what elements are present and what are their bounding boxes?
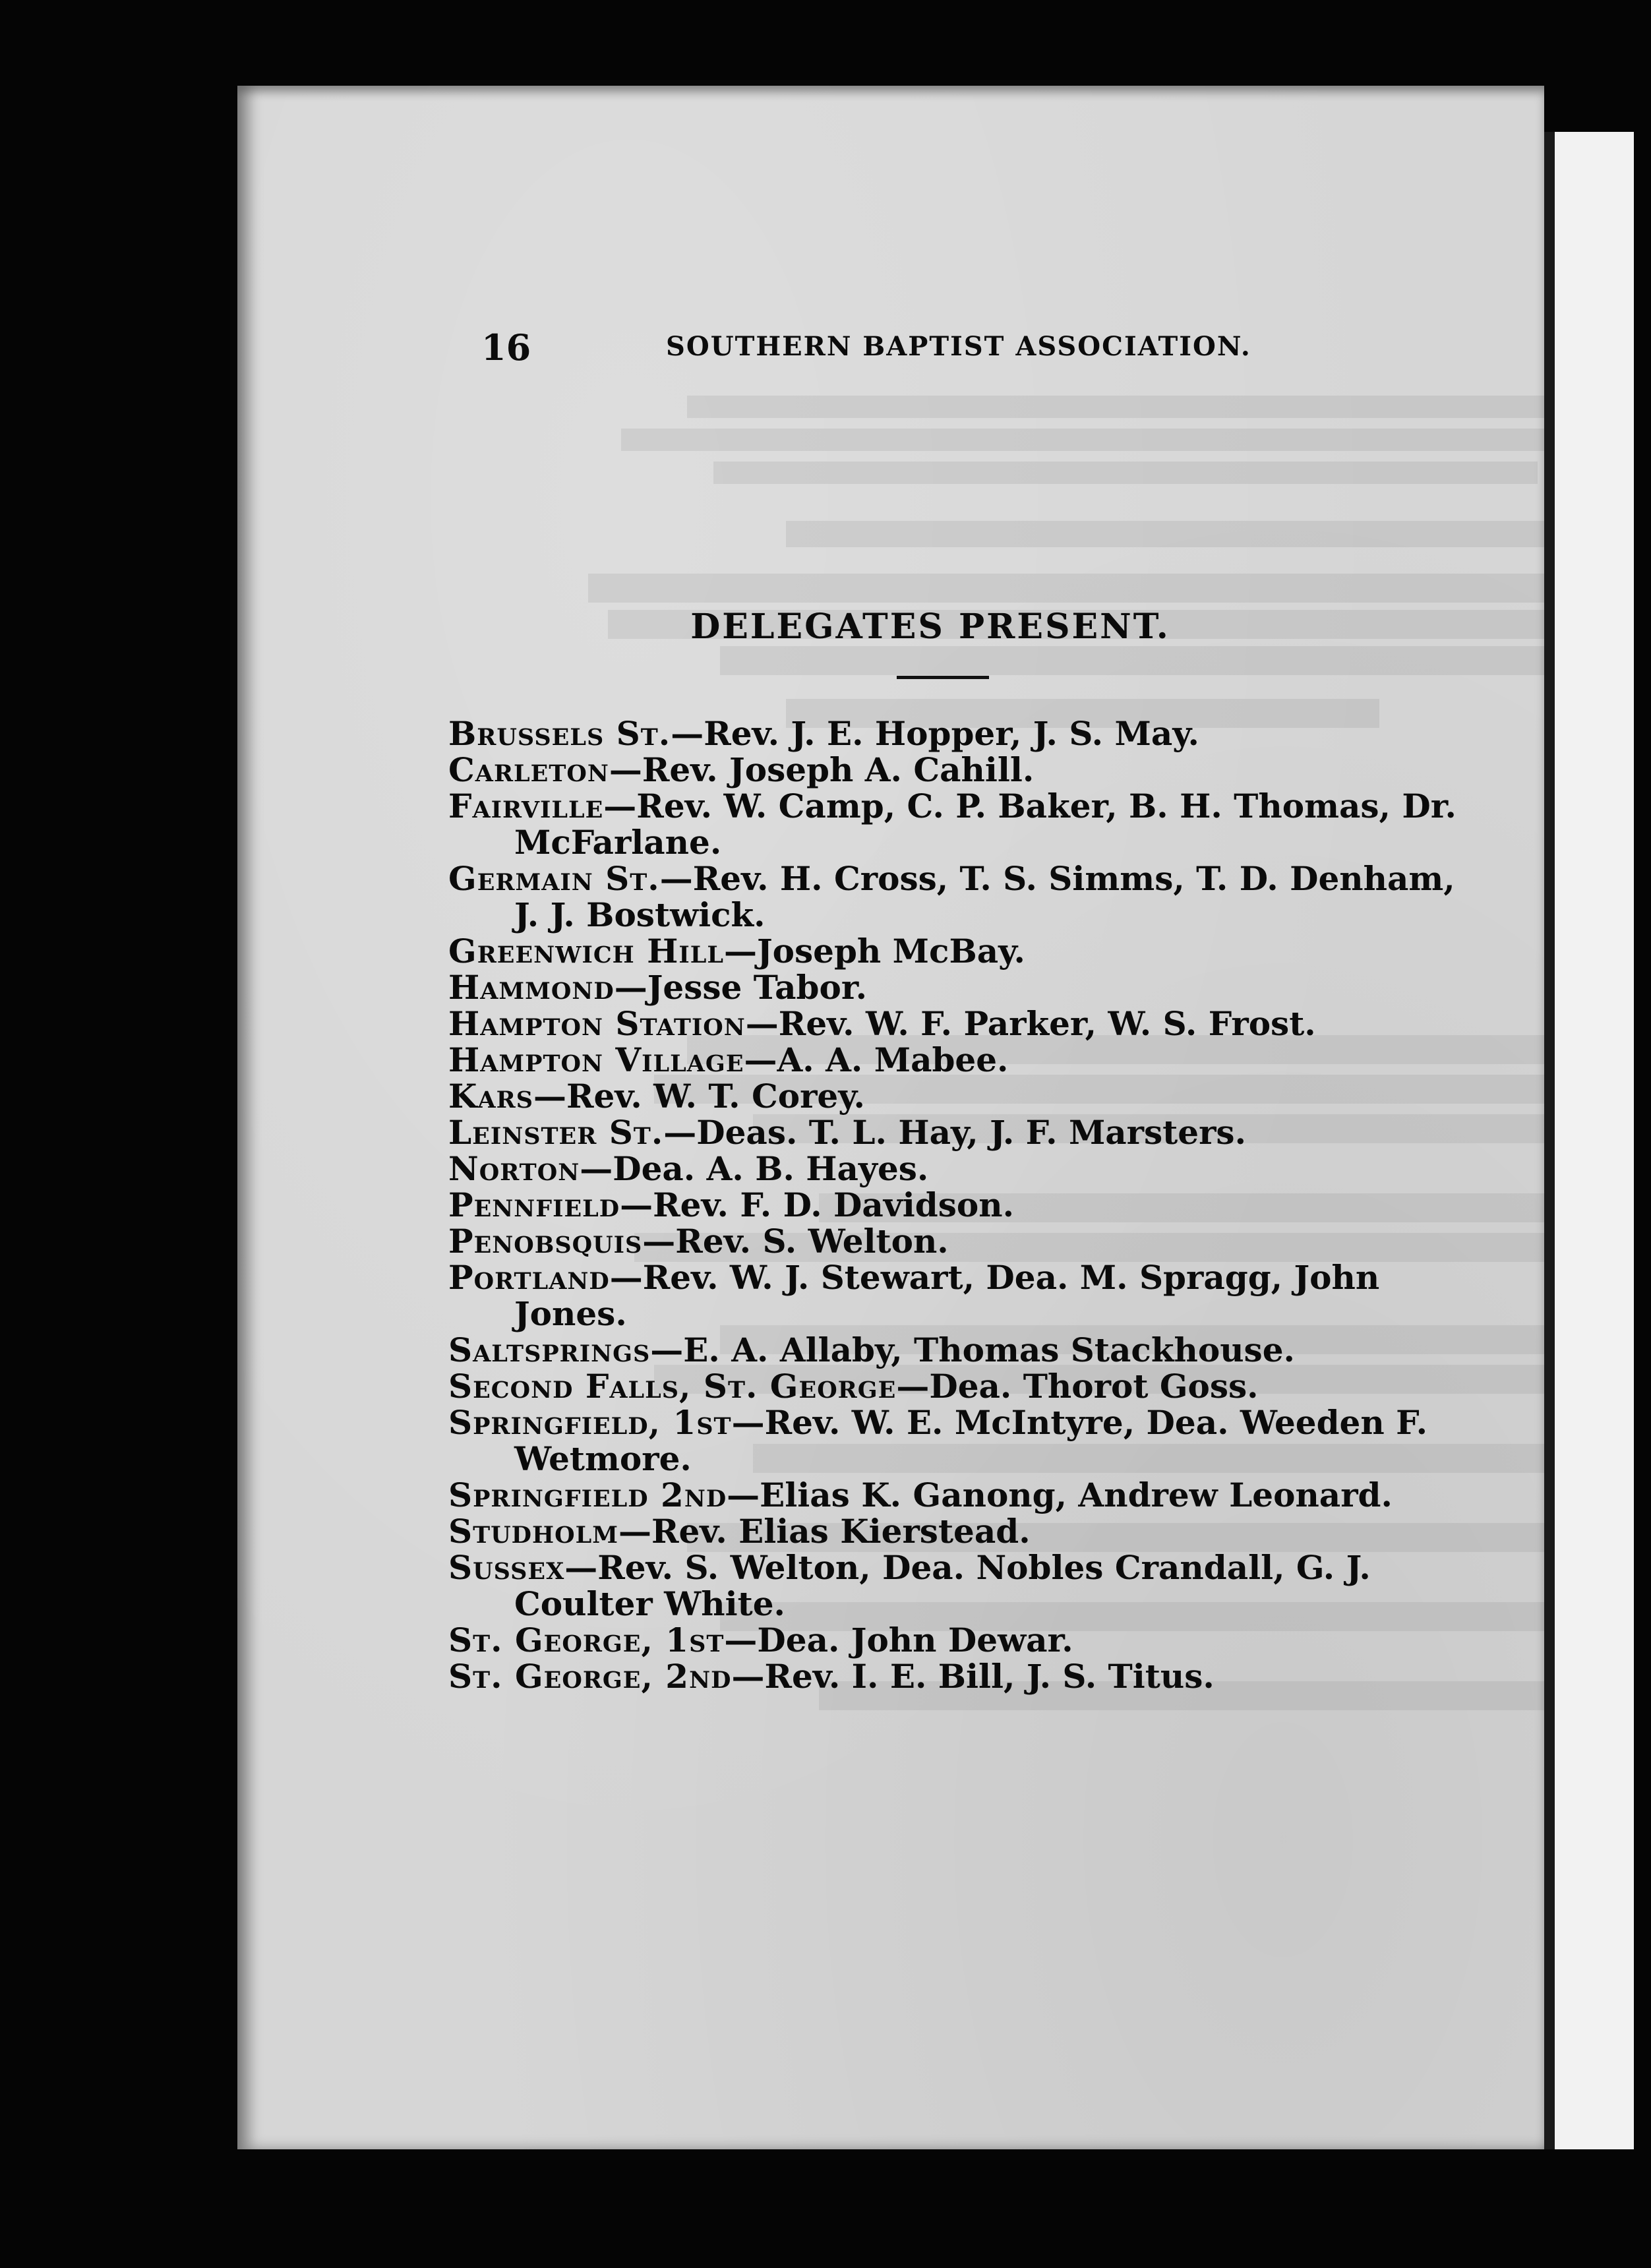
delegate-entry: St. George, 1st—Dea. John Dewar. — [448, 1621, 1073, 1659]
church-name: Sussex — [448, 1548, 565, 1587]
delegate-names: Dea. A. B. Hayes. — [613, 1149, 929, 1188]
church-name: Hammond — [448, 968, 615, 1007]
delegate-names: Joseph McBay. — [756, 932, 1025, 970]
delegate-entry: Portland—Rev. W. J. Stewart, Dea. M. Spragg, John Jones. — [448, 1258, 1380, 1333]
church-name: Springfield 2nd — [448, 1476, 727, 1514]
delegate-names: Deas. T. L. Hay, J. F. Marsters. — [696, 1113, 1246, 1152]
delegate-entry: Springfield, 1st—Rev. W. E. McIntyre, Dea. Weeden F. Wetmore. — [448, 1403, 1428, 1478]
delegate-entry: Kars—Rev. W. T. Corey. — [448, 1077, 865, 1116]
church-name: St. George, 1st — [448, 1621, 725, 1659]
church-name: Penobsquis — [448, 1222, 643, 1261]
delegate-names: Rev. S. Welton, Dea. Nobles Crandall, G. J. Coulter White. — [514, 1548, 1371, 1623]
delegate-entry: Studholm—Rev. Elias Kierstead. — [448, 1512, 1031, 1551]
delegate-names: Rev. W. J. Stewart, Dea. M. Spragg, John Jones. — [514, 1258, 1380, 1333]
church-name: Kars — [448, 1077, 533, 1116]
delegate-names: Rev. W. Camp, C. P. Baker, B. H. Thomas, Dr. McFarlane. — [514, 787, 1456, 862]
church-name: Second Falls, St. George — [448, 1367, 897, 1406]
church-name: Portland — [448, 1258, 610, 1297]
page-content — [237, 86, 1544, 2149]
delegate-entry: Springfield 2nd—Elias K. Ganong, Andrew Leonard. — [448, 1476, 1393, 1514]
delegate-names: Dea. John Dewar. — [757, 1621, 1073, 1659]
delegate-entry: Greenwich Hill—Joseph McBay. — [448, 932, 1025, 970]
church-name: Hampton Station — [448, 1004, 746, 1043]
delegate-list — [448, 715, 1477, 1694]
delegate-entry: Hammond—Jesse Tabor. — [448, 968, 867, 1007]
delegate-names: Rev. W. T. Corey. — [566, 1077, 865, 1116]
delegate-names: Rev. Joseph A. Cahill. — [642, 750, 1035, 789]
church-name: Leinster St. — [448, 1113, 664, 1152]
delegate-names: Rev. H. Cross, T. S. Simms, T. D. Denham, J. J. Bostwick. — [514, 859, 1455, 934]
delegate-names: Dea. Thorot Goss. — [929, 1367, 1259, 1406]
delegate-names: E. A. Allaby, Thomas Stackhouse. — [683, 1330, 1295, 1369]
delegate-entry: Penobsquis—Rev. S. Welton. — [448, 1222, 949, 1261]
delegate-names: Rev. I. E. Bill, J. S. Titus. — [764, 1657, 1215, 1696]
facing-page-edge — [1544, 132, 1634, 2149]
delegate-entry: Sussex—Rev. S. Welton, Dea. Nobles Crandall, G. J. Coulter White. — [448, 1548, 1371, 1623]
delegate-names: A. A. Mabee. — [777, 1040, 1009, 1079]
church-name: Carleton — [448, 750, 609, 789]
delegate-entry: Germain St.—Rev. H. Cross, T. S. Simms, T. D. Denham, J. J. Bostwick. — [448, 859, 1455, 934]
delegate-names: Rev. W. F. Parker, W. S. Frost. — [778, 1004, 1316, 1043]
church-name: Greenwich Hill — [448, 932, 724, 970]
church-name: Pennfield — [448, 1185, 620, 1224]
delegate-entry: Hampton Station—Rev. W. F. Parker, W. S. Frost. — [448, 1004, 1316, 1043]
running-header: SOUTHERN BAPTIST ASSOCIATION. — [666, 331, 1251, 362]
church-name: Saltsprings — [448, 1330, 651, 1369]
delegate-entry: Norton—Dea. A. B. Hayes. — [448, 1149, 929, 1188]
title-rule — [897, 676, 989, 679]
page-number: 16 — [481, 326, 531, 369]
section-title: DELEGATES PRESENT. — [690, 607, 1170, 647]
delegate-entry: Brussels St.—Rev. J. E. Hopper, J. S. May. — [448, 714, 1199, 753]
delegate-entry: Pennfield—Rev. F. D. Davidson. — [448, 1185, 1015, 1224]
delegate-names: Rev. F. D. Davidson. — [653, 1185, 1015, 1224]
church-name: Fairville — [448, 787, 604, 825]
delegate-names: Rev. J. E. Hopper, J. S. May. — [704, 714, 1199, 753]
church-name: Brussels St. — [448, 714, 671, 753]
delegate-entry: Carleton—Rev. Joseph A. Cahill. — [448, 750, 1035, 789]
delegate-entry: Hampton Village—A. A. Mabee. — [448, 1040, 1009, 1079]
church-name: Springfield, 1st — [448, 1403, 732, 1442]
delegate-names: Elias K. Ganong, Andrew Leonard. — [760, 1476, 1393, 1514]
church-name: St. George, 2nd — [448, 1657, 732, 1696]
church-name: Norton — [448, 1149, 580, 1188]
delegate-entry: Leinster St.—Deas. T. L. Hay, J. F. Marsters. — [448, 1113, 1246, 1152]
delegate-entry: Saltsprings—E. A. Allaby, Thomas Stackhouse. — [448, 1330, 1295, 1369]
delegate-names: Rev. W. E. McIntyre, Dea. Weeden F. Wetmore. — [514, 1403, 1428, 1478]
book-page — [237, 86, 1544, 2149]
church-name: Germain St. — [448, 859, 660, 898]
delegate-names: Rev. Elias Kierstead. — [651, 1512, 1031, 1551]
delegate-entry: Second Falls, St. George—Dea. Thorot Goss. — [448, 1367, 1259, 1406]
delegate-names: Jesse Tabor. — [647, 968, 867, 1007]
delegate-entry: Fairville—Rev. W. Camp, C. P. Baker, B. H. Thomas, Dr. McFarlane. — [448, 787, 1456, 862]
church-name: Studholm — [448, 1512, 618, 1551]
church-name: Hampton Village — [448, 1040, 744, 1079]
delegate-names: Rev. S. Welton. — [675, 1222, 949, 1261]
delegate-entry: St. George, 2nd—Rev. I. E. Bill, J. S. Titus. — [448, 1657, 1215, 1696]
